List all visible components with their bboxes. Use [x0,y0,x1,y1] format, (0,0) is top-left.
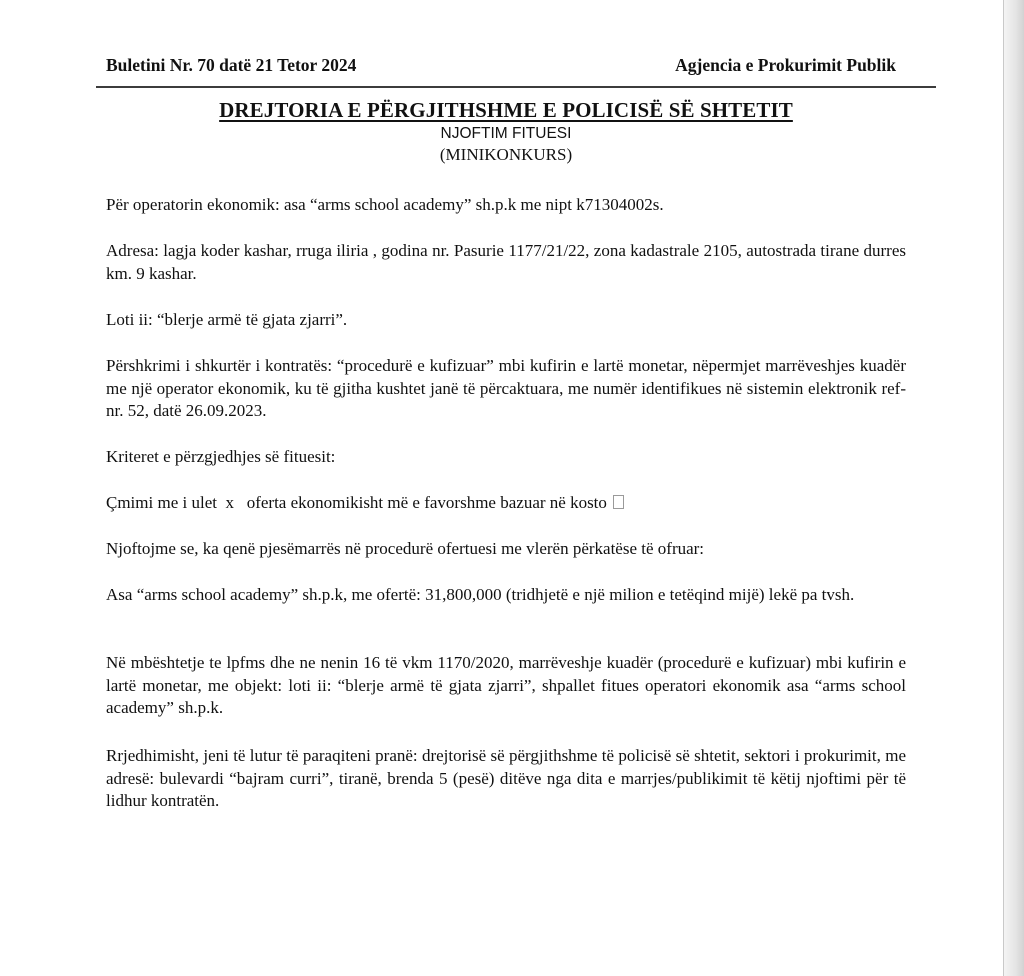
criteria-offer: oferta ekonomikisht më e favorshme bazuar në kosto [246,493,607,512]
document-title: DREJTORIA E PËRGJITHSHME E POLICISË SË SHTETIT [219,98,793,122]
instructions-text: Rrjedhimisht, jeni të lutur të paraqiteni pranë: drejtorisë së përgjithshme të policisë së shtetit, sektori i prokurimit, me adresë: bulevardi “bajram curri”, tiranë, brenda 5 (pesë) ditëve nga dita e marrjes/publikimit të këtij njoftimi për të lidhur kontratën. [106,746,906,810]
notice-title: NJOFTIM FITUESI [440,125,572,142]
criteria-heading-paragraph [106,446,906,469]
address-paragraph [106,240,906,285]
criteria-options [106,492,906,515]
title-block [106,97,906,165]
description-paragraph [106,355,906,423]
description-text: Përshkrimi i shkurtër i kontratës: “procedurë e kufizuar” mbi kufirin e lartë monetar, nëpermjet marrëveshjes kuadër me një operator ekonomik, ku të gjitha kushtet janë të përcaktuara, me numër identifikues në sistemin elektronik ref- nr. 52, datë 26.09.2023. [106,356,906,420]
checkbox-empty-icon [613,495,624,509]
criteria-heading: Kriteret e përzgjedhjes së fituesit: [106,447,336,466]
operator-text: Për operatorin ekonomik: asa “arms school academy” sh.p.k me nipt k71304002s. [106,195,664,214]
instructions-paragraph [106,745,906,813]
bid-paragraph [106,584,906,607]
award-text: Në mbështetje te lpfms dhe ne nenin 16 të vkm 1170/2020, marrëveshje kuadër (procedurë e kufizuar) mbi kufirin e lartë monetar, me objekt: loti ii: “blerje armë të gjata zjarri”, shpallet fitues operatori ekonomik asa “arms school academy” sh.p.k. [106,653,906,717]
bulletin-label: Buletini Nr. 70 datë 21 Tetor 2024 [106,55,357,75]
criteria-price-mark: x [225,493,234,512]
bid-text: Asa “arms school academy” sh.p.k, me ofertë: 31,800,000 (tridhjetë e një milion e tetëqind mijë) lekë pa tvsh. [106,585,855,604]
lot-paragraph [106,309,906,332]
header-divider [96,86,936,88]
criteria-price: Çmimi me i ulet [106,493,217,512]
procedure-type: (MINIKONKURS) [439,145,573,164]
participants-paragraph [106,538,906,561]
operator-paragraph [106,194,906,217]
participants-text: Njoftojme se, ka qenë pjesëmarrës në procedurë ofertuesi me vlerën përkatëse të ofruar: [106,539,705,558]
lot-text: Loti ii: “blerje armë të gjata zjarri”. [106,310,348,329]
award-paragraph [106,652,906,720]
agency-label: Agjencia e Prokurimit Publik [675,55,896,75]
address-text: Adresa: lagja koder kashar, rruga iliria , godina nr. Pasurie 1177/21/22, zona kadastrale 2105, autostrada tirane durres km. 9 kashar. [106,241,906,283]
page-edge-shadow [1004,0,1024,976]
page-header [106,54,896,76]
criteria-line [106,492,906,515]
